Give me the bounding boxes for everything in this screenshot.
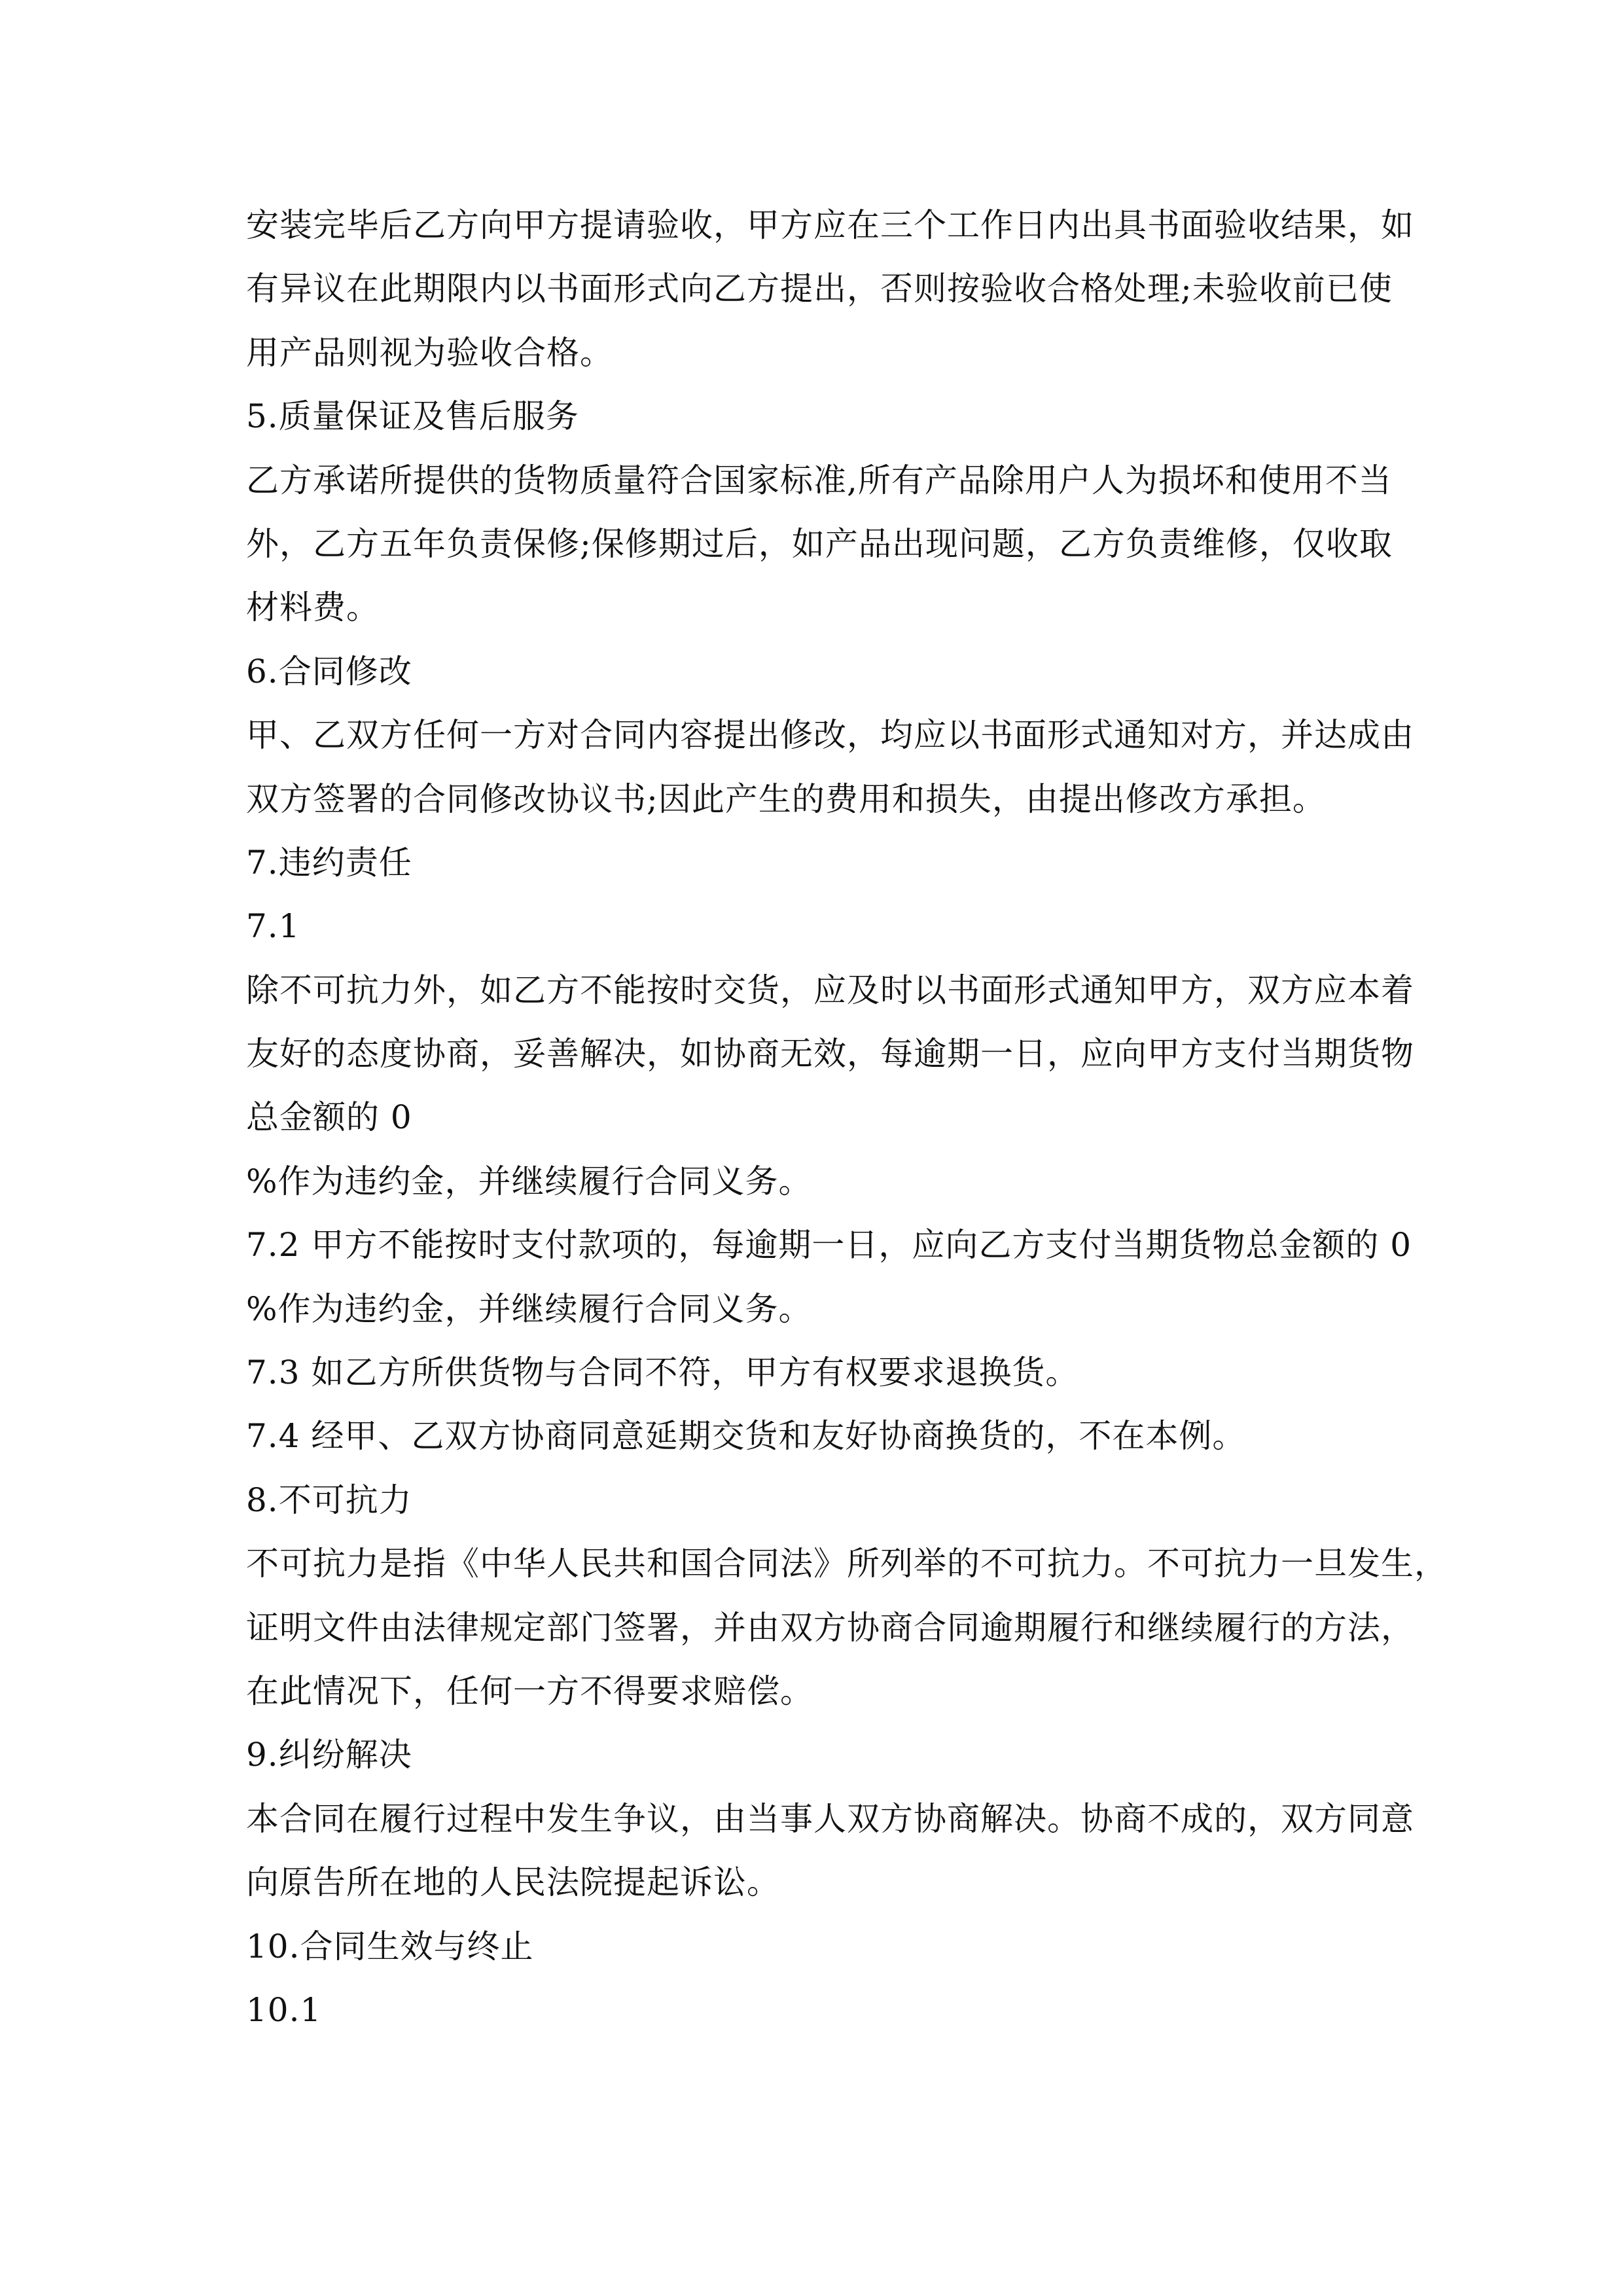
text-line: 乙方承诺所提供的货物质量符合国家标准,所有产品除用户人为损坏和使用不当	[246, 461, 1392, 499]
text-line: %作为违约金，并继续履行合同义务。	[246, 1162, 812, 1200]
text-line: 外，乙方五年负责保修;保修期过后，如产品出现问题，乙方负责维修，仅收取	[246, 524, 1393, 563]
text-line: 甲、乙双方任何一方对合同内容提出修改，均应以书面形式通知对方，并达成由	[246, 716, 1414, 755]
text-line: 不可抗力是指《中华人民共和国合同法》所列举的不可抗力。不可抗力一旦发生，	[246, 1545, 1448, 1583]
text-line: 有异议在此期限内以书面形式向乙方提出，否则按验收合格处理;未验收前已使	[246, 270, 1393, 308]
text-line: 证明文件由法律规定部门签署，并由双方协商合同逾期履行和继续履行的方法，	[246, 1608, 1414, 1647]
text-line: 向原告所在地的人民法院提起诉讼。	[246, 1863, 780, 1902]
section-heading: 7.违约责任	[246, 843, 412, 882]
section-heading: 9.纠纷解决	[246, 1736, 412, 1774]
text-line: 7.4 经甲、乙双方协商同意延期交货和友好协商换货的，不在本例。	[246, 1417, 1246, 1456]
document-body	[246, 194, 1448, 2042]
text-line: 总金额的 0	[246, 1098, 412, 1137]
section-heading: 10.合同生效与终止	[246, 1927, 534, 1965]
text-line: 用产品则视为验收合格。	[246, 333, 613, 372]
text-line: 友好的态度协商，妥善解决，如协商无效，每逾期一日，应向甲方支付当期货物	[246, 1035, 1414, 1073]
text-line: 材料费。	[246, 588, 380, 627]
section-heading: 8.不可抗力	[246, 1480, 412, 1519]
clause-number: 10.1	[246, 1990, 322, 2029]
text-line: %作为违约金，并继续履行合同义务。	[246, 1289, 812, 1328]
text-line: 除不可抗力外，如乙方不能按时交货，应及时以书面形式通知甲方，双方应本着	[246, 971, 1414, 1009]
text-line: 在此情况下，任何一方不得要求赔偿。	[246, 1672, 813, 1710]
text-line: 本合同在履行过程中发生争议，由当事人双方协商解决。协商不成的，双方同意	[246, 1799, 1414, 1838]
text-line: 安装完毕后乙方向甲方提请验收，甲方应在三个工作日内出具书面验收结果，如	[246, 206, 1414, 244]
text-line: 7.2 甲方不能按时支付款项的，每逾期一日，应向乙方支付当期货物总金额的 0	[246, 1226, 1412, 1265]
section-heading: 6.合同修改	[246, 652, 412, 691]
text-line: 双方签署的合同修改协议书;因此产生的费用和损失，由提出修改方承担。	[246, 780, 1326, 818]
clause-number: 7.1	[246, 907, 300, 946]
section-heading: 5.质量保证及售后服务	[246, 397, 579, 436]
text-line: 7.3 如乙方所供货物与合同不符，甲方有权要求退换货。	[246, 1354, 1079, 1392]
